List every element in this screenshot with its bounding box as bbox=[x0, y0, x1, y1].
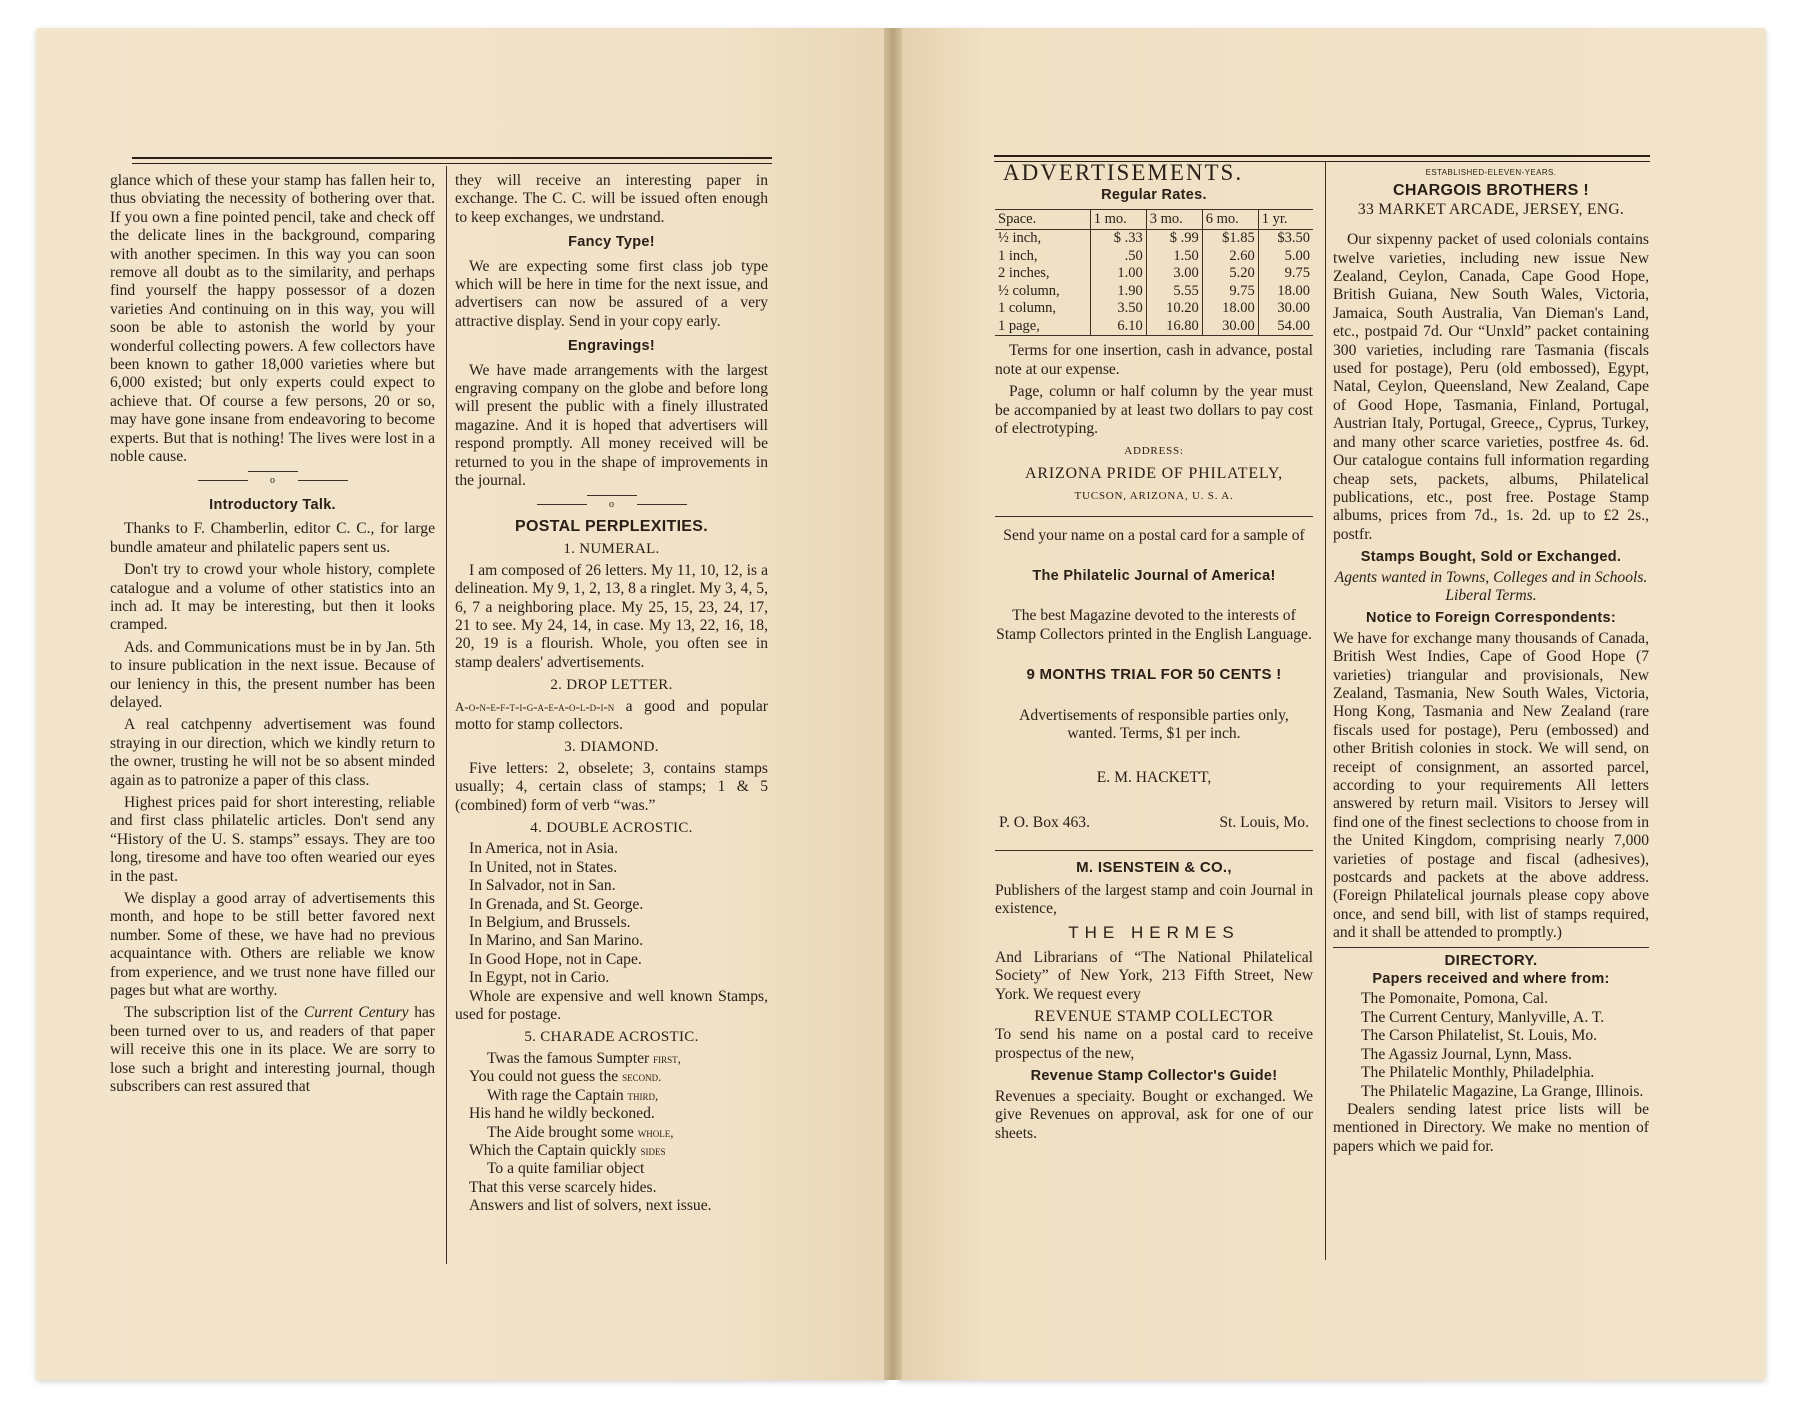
table-row bbox=[995, 318, 1313, 336]
librarians-paragraph: And Librarians of “The National Philatelical Society” of New York, 213 Fifth Street, New York. We request every bbox=[995, 948, 1313, 1003]
table-cell: $3.50 bbox=[1258, 230, 1313, 248]
rates-header: 1 yr. bbox=[1258, 209, 1313, 230]
directory-list bbox=[1333, 990, 1649, 1100]
notice-heading: Notice to Foreign Correspondents: bbox=[1366, 610, 1616, 627]
table-row bbox=[995, 283, 1313, 301]
notice-paragraph: We have for exchange many thousands of Canada, British West Indies, Cape of Good Hope (7 varieties) triangular and provisionals, New Zealand, Tasmania, New South Wales, Victoria, Hong Kong, Tasmania and New Zealand (rare fiscals used for postage), Peru (embossed) and other British colonies in stock. We will send, on receipt of consignment, an assorted parcel, according to your requirements All letters answered by return mail. Visitors to Jersey will find one of the finest seclections to choose from in the United Kingdom, comprising nearly 7,000 varieties of postage and fiscal (adhesives), postcards and packets at the above address. (Foreign Philatelical journals please copy above once, and send bill, with list of stamps required, and it shall be attended to promptly.) bbox=[1333, 629, 1649, 942]
numeral-heading: 1. NUMERAL. bbox=[563, 541, 660, 558]
table-cell: $ .33 bbox=[1090, 230, 1146, 248]
address-city: TUCSON, ARIZONA, U. S. A. bbox=[1074, 490, 1234, 503]
list-item: The Current Century, Manlyville, A. T. bbox=[1361, 1008, 1605, 1026]
table-cell: 9.75 bbox=[1258, 265, 1313, 283]
table-cell: 30.00 bbox=[1258, 300, 1313, 318]
postal-perplexities-heading: POSTAL PERPLEXITIES. bbox=[515, 517, 708, 535]
table-row bbox=[995, 300, 1313, 318]
acrostic-whole: Whole are expensive and well known Stamps, used for postage. bbox=[455, 987, 768, 1024]
table-cell: 5.00 bbox=[1258, 248, 1313, 266]
charade-line: To a quite familiar object bbox=[487, 1160, 645, 1178]
left-top-rule bbox=[132, 157, 772, 164]
table-cell: 1 column, bbox=[998, 300, 1056, 317]
table-row bbox=[995, 230, 1313, 248]
ads-paragraph: Ads. and Communications must be in by Jan. 5th to insure publication in the next issue. Because of our leniency in this, the present number has been delayed. bbox=[110, 638, 435, 711]
st-louis: St. Louis, Mo. bbox=[1219, 813, 1309, 831]
market-arcade: 33 MARKET ARCADE, JERSEY, ENG. bbox=[1357, 200, 1625, 218]
address-name: ARIZONA PRIDE OF PHILATELY, bbox=[1025, 464, 1283, 482]
acrostic-line: In Belgium, and Brussels. bbox=[469, 914, 631, 932]
continue-paragraph: they will receive an interesting paper in exchange. The C. C. will be issued often enough to keep exchanges, we undrstand. bbox=[455, 172, 768, 226]
papers-received: Papers received and where from: bbox=[1372, 971, 1610, 988]
philatelic-journal-heading: The Philatelic Journal of America! bbox=[1032, 567, 1276, 584]
charade-line: That this verse scarcely hides. bbox=[469, 1178, 657, 1196]
regular-rates-heading: Regular Rates. bbox=[1101, 187, 1207, 204]
divider bbox=[995, 850, 1313, 851]
table-cell: 10.20 bbox=[1146, 300, 1202, 318]
list-item: The Philatelic Magazine, La Grange, Illinois. bbox=[1361, 1082, 1644, 1100]
stamps-bought-heading: Stamps Bought, Sold or Exchanged. bbox=[1360, 549, 1622, 566]
table-cell: .50 bbox=[1090, 248, 1146, 266]
acrostic-line: In Grenada, and St. George. bbox=[469, 895, 644, 913]
drop-letter-heading: 2. DROP LETTER. bbox=[550, 677, 673, 694]
engravings-paragraph: We have made arrangements with the largest engraving company on the globe and before long will present the public with a finely illustrated magazine. And it is hoped that advertisers will respond promptly. All money received will be returned to you in the shape of improvements in the journal. bbox=[455, 361, 768, 490]
rates-header: 1 mo. bbox=[1090, 209, 1146, 230]
table-cell: 5.20 bbox=[1202, 265, 1258, 283]
table-row bbox=[995, 248, 1313, 266]
table-cell: 30.00 bbox=[1202, 318, 1258, 336]
charade-line: With rage the Captain third, bbox=[487, 1086, 659, 1104]
acrostic-line: In Salvador, not in San. bbox=[469, 877, 616, 895]
table-cell: 2.60 bbox=[1202, 248, 1258, 266]
table-cell: 3.00 bbox=[1146, 265, 1202, 283]
charade-line: Which the Captain quickly sides bbox=[469, 1141, 666, 1159]
separator: o bbox=[455, 495, 768, 514]
publishers-paragraph: Publishers of the largest stamp and coin Journal in existence, bbox=[995, 881, 1313, 918]
right-column-3 bbox=[995, 160, 1313, 1147]
terms-paragraph: Terms for one insertion, cash in advance, postal note at our expense. bbox=[995, 342, 1313, 378]
table-cell: ½ column, bbox=[998, 282, 1060, 299]
charade-line: Twas the famous Sumpter first, bbox=[487, 1049, 681, 1067]
left-column-divider bbox=[446, 166, 447, 1264]
diamond-paragraph: Five letters: 2, obselete; 3, contains stamps usually; 4, certain class of stamps; 1 & 5 (combined) form of verb “was.” bbox=[455, 759, 768, 814]
table-cell: 18.00 bbox=[1202, 300, 1258, 318]
established-line: ESTABLISHED-ELEVEN-YEARS. bbox=[1425, 168, 1557, 177]
acrostic-line: In Marino, and San Marino. bbox=[469, 932, 644, 950]
left-column-2 bbox=[455, 172, 768, 1220]
page-gutter bbox=[884, 28, 902, 1380]
table-row bbox=[995, 265, 1313, 283]
acrostic-line: In America, not in Asia. bbox=[469, 840, 618, 858]
trial-offer: 9 MONTHS TRIAL FOR 50 CENTS ! bbox=[1026, 666, 1282, 684]
table-cell: 5.55 bbox=[1146, 283, 1202, 301]
revenue-collector: REVENUE STAMP COLLECTOR bbox=[1034, 1008, 1274, 1026]
page-column-paragraph: Page, column or half column by the year must be accompanied by at least two dollars to pay cost of electrotyping. bbox=[995, 383, 1313, 437]
right-column-divider bbox=[1325, 162, 1326, 1260]
table-cell: 3.50 bbox=[1090, 300, 1146, 318]
rates-header-row bbox=[995, 209, 1313, 230]
subscription-paragraph: The subscription list of the Current Century has been turned over to us, and readers of that paper will receive this one in its place. We are sorry to lose such a bright and interesting journal, though subscribers can rest assured that bbox=[110, 1004, 436, 1096]
advertisements-title: ADVERTISEMENTS. bbox=[1003, 160, 1244, 185]
send-name-paragraph: Send your name on a postal card for a sample of bbox=[1003, 526, 1305, 544]
dealers-paragraph: Dealers sending latest price lists will be mentioned in Directory. We make no mention of papers which we paid for. bbox=[1333, 1100, 1649, 1155]
hackett-address bbox=[995, 814, 1313, 832]
rates-header: 6 mo. bbox=[1202, 209, 1258, 230]
charade-acrostic-heading: 5. CHARADE ACROSTIC. bbox=[524, 1029, 699, 1046]
charade-line: The Aide brought some whole, bbox=[487, 1123, 674, 1141]
double-acrostic-heading: 4. DOUBLE ACROSTIC. bbox=[530, 820, 693, 836]
revenue-guide-heading: Revenue Stamp Collector's Guide! bbox=[1030, 1068, 1278, 1085]
engravings-heading: Engravings! bbox=[567, 338, 656, 355]
table-cell: 16.80 bbox=[1146, 318, 1202, 336]
table-cell: 9.75 bbox=[1202, 283, 1258, 301]
acrostic-line: In United, not in States. bbox=[469, 858, 618, 876]
numeral-paragraph: I am composed of 26 letters. My 11, 10, 12, is a delineation. My 9, 1, 2, 13, 8 a ringlet. My 3, 4, 5, 6, 7 a neighboring place. My 25, 15, 23, 24, 17, 21 to see. My 24, 14, in case. My 13, 22, 16, 18, 20, 19 is a flourish. Whole, you often see in stamp dealers' advertisements. bbox=[455, 561, 768, 671]
address-label: ADDRESS: bbox=[1124, 445, 1184, 458]
agents-wanted: Agents wanted in Towns, Colleges and in Schools. Liberal Terms. bbox=[1334, 568, 1648, 604]
acrostic-lines bbox=[469, 840, 768, 987]
best-magazine-paragraph: The best Magazine devoted to the interests of Stamp Collectors printed in the English Language. bbox=[996, 607, 1312, 643]
fancy-type-paragraph: We are expecting some first class job type which will be here in time for the next issue, and advertisers can now be assured of a very attractive display. Send in your copy early. bbox=[455, 257, 768, 330]
isenstein-heading: M. ISENSTEIN & CO., bbox=[1076, 859, 1232, 877]
right-column-4 bbox=[1333, 164, 1649, 1160]
introductory-heading: Introductory Talk. bbox=[209, 496, 336, 513]
table-cell: 54.00 bbox=[1258, 318, 1313, 336]
table-cell: 1 inch, bbox=[998, 247, 1038, 264]
left-column-1 bbox=[110, 172, 435, 1101]
fancy-type-heading: Fancy Type! bbox=[568, 234, 655, 251]
sixpenny-paragraph: Our sixpenny packet of used colonials contains twelve varieties, including new issue New Zealand, Ceylon, Canada, Cape Good Hope, British Guiana, New South Wales, Victoria, Jamaica, South Australia, Van Dieman's Land, etc., postpaid 7d. Our “Unxld” packet containing 300 varieties, including rare Tasmania (fiscals used for postage), Peru (old embossed), Egypt, Natal, Ceylon, Queensland, New Zealand, Cape of Good Hope, Tasmania, Finland, Portugal, Austrian Italy, Portugal, Greece,, Cyprus, Turkey, and many other scarce varieties, postfree 4s. 6d. Our catalogue contains full information regarding cheap sets, packets, albums, Philatelical publications, etc., post free. Postage Stamp albums, prices from 7d., 1s. 2d. up to £2 2s., postfr. bbox=[1333, 231, 1649, 543]
rates-header: 3 mo. bbox=[1146, 209, 1202, 230]
po-box: P. O. Box 463. bbox=[999, 813, 1090, 831]
charade-verse bbox=[469, 1050, 768, 1197]
divider bbox=[1333, 947, 1649, 948]
hackett-name: E. M. HACKETT, bbox=[1096, 769, 1212, 787]
table-cell: 1.50 bbox=[1146, 248, 1202, 266]
separator: o bbox=[110, 471, 435, 490]
highest-prices-paragraph: Highest prices paid for short interesting, reliable and first class philatelic articles. Don't send any “History of the U. S. stamps” essays. They are too long, tiresome and have too often wearied our eyes in the past. bbox=[110, 794, 435, 885]
table-cell: 1.90 bbox=[1090, 283, 1146, 301]
chargois-heading: CHARGOIS BROTHERS ! bbox=[1393, 182, 1589, 200]
charade-line: You could not guess the second. bbox=[469, 1068, 662, 1086]
thanks-paragraph: Thanks to F. Chamberlin, editor C. C., for large bundle amateur and philatelic papers sent us. bbox=[110, 520, 435, 556]
diamond-heading: 3. DIAMOND. bbox=[564, 739, 659, 756]
directory-heading: DIRECTORY. bbox=[1444, 951, 1538, 969]
responsible-paragraph: Advertisements of responsible parties only, wanted. Terms, $1 per inch. bbox=[1019, 706, 1289, 742]
dont-try-paragraph: Don't try to crowd your whole history, complete catalogue and a volume of other statistics into an inch ad. It may be interesting, but then it looks cramped. bbox=[110, 561, 435, 634]
hermes-title: THE HERMES bbox=[1068, 923, 1240, 943]
table-cell: 6.10 bbox=[1090, 318, 1146, 336]
to-send-paragraph: To send his name on a postal card to receive prospectus of the new, bbox=[995, 1026, 1313, 1062]
charade-line: His hand he wildly beckoned. bbox=[469, 1105, 655, 1123]
table-cell: $ .99 bbox=[1146, 230, 1202, 248]
list-item: The Pomonaite, Pomona, Cal. bbox=[1361, 990, 1549, 1008]
list-item: The Agassiz Journal, Lynn, Mass. bbox=[1361, 1045, 1572, 1063]
drop-letter-paragraph: A-o-n-e-f-t-i-g-a-e-a-o-l-d-i-n a good and popular motto for stamp collectors. bbox=[455, 697, 768, 733]
table-cell: 2 inches, bbox=[998, 265, 1050, 282]
revenues-paragraph: Revenues a speciaity. Bought or exchanged. We give Revenues on approval, ask for one of our sheets. bbox=[995, 1087, 1313, 1142]
opening-paragraph: glance which of these your stamp has fallen heir to, thus obviating the necessity of bothering over that. If you own a fine pointed pencil, take and check off the delicate lines in the background, comparing with another specimen. In this way you can soon remove all doubt as to the similarity, and perhaps find yourself the happy possessor of a dozen varieties And continuing on in this way, you will soon be able to astonish the world by your wonderful collecting powers. A few collectors have been known to gather 18,000 varieties where but 6,000 existed; but only experts could expect to achieve that. Of course a few persons, 20 or so, may have gone insane from endeavoring to become experts. But that is nothing! The lives were lost in a noble cause. bbox=[110, 172, 435, 466]
rates-table bbox=[995, 209, 1313, 337]
list-item: The Philatelic Monthly, Philadelphia. bbox=[1361, 1064, 1595, 1082]
answers-line: Answers and list of solvers, next issue. bbox=[469, 1197, 712, 1215]
table-cell: $1.85 bbox=[1202, 230, 1258, 248]
display-paragraph: We display a good array of advertisements this month, and hope to be still better favored next number. Some of these, we have had no previous acquaintance with. Others are reliable we know from experience, and we trust none have filled our pages but what are worthy. bbox=[110, 890, 435, 1000]
table-cell: 18.00 bbox=[1258, 283, 1313, 301]
table-cell: 1.00 bbox=[1090, 265, 1146, 283]
catchpenny-paragraph: A real catchpenny advertisement was found straying in our direction, which we kindly return to the owner, trusting he will not be so absent minded again as to patronize a paper of this class. bbox=[110, 716, 435, 789]
rates-header: Space. bbox=[995, 209, 1090, 230]
table-cell: 1 page, bbox=[995, 318, 1090, 336]
acrostic-line: In Egypt, not in Cario. bbox=[469, 969, 610, 987]
acrostic-line: In Good Hope, not in Cape. bbox=[469, 950, 642, 968]
list-item: The Carson Philatelist, St. Louis, Mo. bbox=[1361, 1027, 1598, 1045]
table-cell: ½ inch, bbox=[998, 230, 1042, 247]
divider bbox=[995, 516, 1313, 517]
